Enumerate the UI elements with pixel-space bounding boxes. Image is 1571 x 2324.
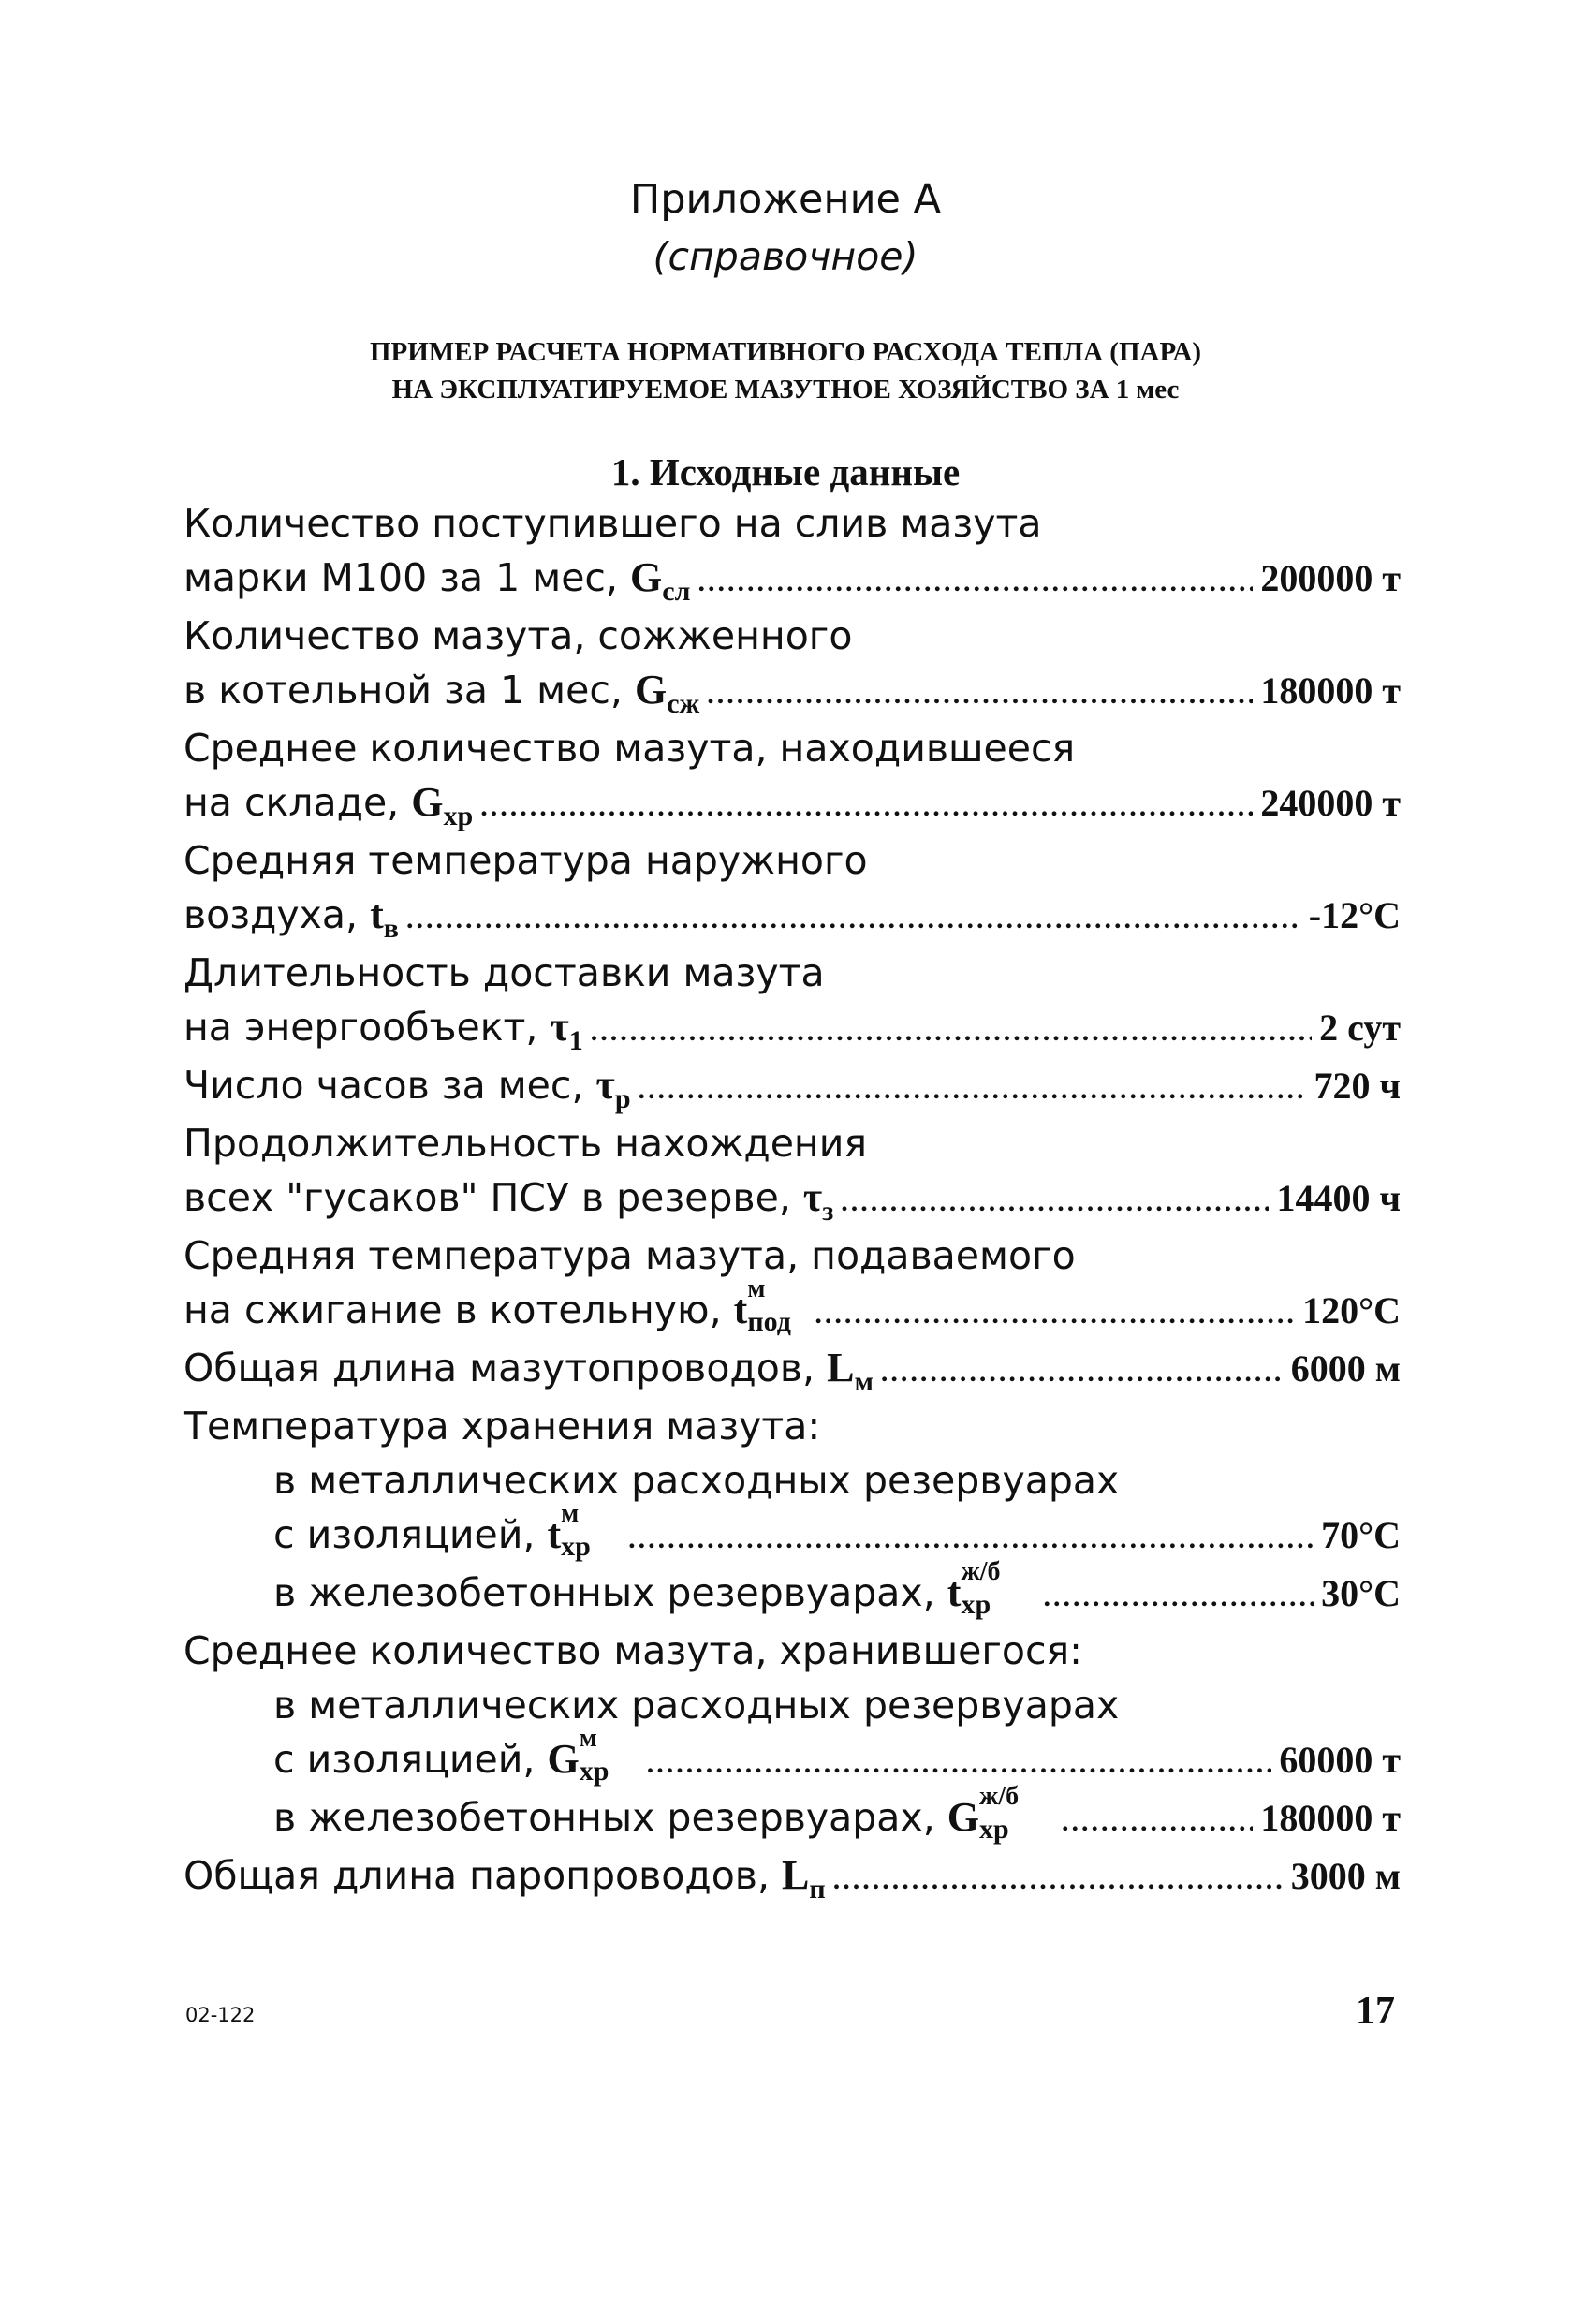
param-line [184, 1341, 1401, 1395]
param-storage-temperature [184, 1399, 1401, 1620]
leader-dots [647, 1737, 1272, 1791]
param-line [184, 609, 1401, 663]
param-value: 30°С [1321, 1572, 1401, 1614]
appendix-note: (справочное) [653, 234, 918, 279]
page-number: 17 [1356, 1990, 1395, 2033]
param-description: на энергообъект, [184, 1005, 538, 1050]
param-reserve-duration [184, 1116, 1401, 1225]
param-line [184, 1499, 1401, 1562]
param-description: в котельной за 1 мес, [184, 668, 623, 713]
param-value: -12°С [1308, 894, 1401, 936]
param-description: на сжигание в котельную, [184, 1287, 722, 1332]
param-symbol: $t_в$ [370, 891, 399, 944]
param-line [184, 1453, 1401, 1508]
param-description: с изоляцией, [273, 1512, 536, 1557]
param-line [184, 833, 1401, 888]
param-line [184, 1000, 1401, 1054]
param-line [184, 1274, 1401, 1337]
param-description: Средняя температура наружного [184, 838, 868, 883]
heading-line-1: ПРИМЕР РАСЧЕТА НОРМАТИВНОГО РАСХОДА ТЕПЛА (ПАРА) [369, 337, 1202, 367]
param-fuel-received [184, 496, 1401, 605]
param-description: Количество поступившего на слив мазута [184, 501, 1042, 546]
param-description: всех "гусаков" ПСУ в резерве, [184, 1175, 791, 1220]
param-line [184, 1557, 1401, 1620]
param-line [184, 1058, 1401, 1112]
param-stored-fuel-amount [184, 1624, 1401, 1845]
param-line [184, 721, 1401, 775]
param-value: 120°С [1302, 1289, 1401, 1331]
document-code: 02-122 [185, 2004, 256, 2026]
param-value: 720 ч [1314, 1065, 1401, 1107]
leader-dots [881, 1346, 1284, 1400]
param-description: в металлических расходных резервуарах [273, 1683, 1120, 1728]
param-value: 60000 т [1279, 1739, 1401, 1781]
param-description: Среднее количество мазута, находившееся [184, 726, 1076, 771]
param-description: Общая длина паропроводов, [184, 1853, 770, 1898]
appendix-title: Приложение А [629, 176, 942, 223]
param-symbol: $L_п$ [782, 1852, 826, 1905]
param-description: марки М100 за 1 мес, [184, 555, 618, 600]
param-value: 2 сут [1319, 1007, 1401, 1049]
param-symbol: $L_м$ [827, 1345, 874, 1397]
leader-dots [1043, 1570, 1314, 1625]
param-line [184, 1624, 1401, 1678]
param-symbol: t м хр [547, 1499, 591, 1562]
param-description: Число часов за мес, [184, 1063, 584, 1108]
param-fuel-burned [184, 609, 1401, 717]
leader-dots [639, 1063, 1307, 1117]
param-symbol: $\tau_з$ [802, 1174, 834, 1227]
param-description: Температура хранения мазута: [184, 1404, 821, 1449]
param-symbol: $G_{сл}$ [630, 554, 691, 607]
leader-dots [707, 668, 1253, 722]
param-description: в металлических расходных резервуарах [273, 1458, 1120, 1503]
leader-dots [1062, 1795, 1253, 1849]
param-description: воздуха, [184, 892, 359, 937]
param-description: Длительность доставки мазута [184, 950, 825, 995]
param-hours-per-month [184, 1058, 1401, 1112]
param-value: 240000 т [1260, 782, 1401, 824]
param-line [184, 1228, 1401, 1283]
param-symbol: t м под [733, 1274, 791, 1337]
param-fuel-stored-average [184, 721, 1401, 830]
param-description: Количество мазута, сожженного [184, 613, 853, 658]
param-description: в железобетонных резервуарах, [273, 1570, 935, 1615]
leader-dots [406, 892, 1301, 947]
param-symbol: G м хр [547, 1724, 609, 1787]
param-line [184, 946, 1401, 1000]
param-line [184, 1782, 1401, 1845]
param-description: на складе, [184, 780, 400, 825]
param-symbol: G ж/б хр [947, 1782, 1020, 1845]
param-line [184, 1678, 1401, 1732]
param-line [184, 1170, 1401, 1225]
param-description: Средняя температура мазута, подаваемого [184, 1233, 1076, 1278]
param-description: в железобетонных резервуарах, [273, 1795, 935, 1840]
param-value: 14400 ч [1276, 1177, 1401, 1219]
param-line [184, 1116, 1401, 1170]
param-value: 180000 т [1260, 1797, 1401, 1839]
leader-dots [480, 780, 1253, 834]
param-line [184, 496, 1401, 551]
param-outdoor-temperature [184, 833, 1401, 942]
param-line [184, 1848, 1401, 1903]
param-delivery-duration [184, 946, 1401, 1054]
source-data-list [184, 496, 1401, 1903]
param-symbol: $\tau_1$ [550, 1004, 583, 1056]
param-line [184, 1724, 1401, 1787]
param-value: 70°С [1321, 1514, 1401, 1556]
param-description: Продолжительность нахождения [184, 1121, 868, 1166]
param-description: Общая длина мазутопроводов, [184, 1346, 815, 1390]
param-symbol: $G_{сж}$ [634, 667, 700, 719]
leader-dots [841, 1175, 1269, 1229]
section-heading: 1. Исходные данные [610, 450, 961, 493]
param-symbol: t ж/б хр [947, 1557, 1001, 1620]
leader-dots [591, 1005, 1312, 1059]
param-symbol: $\tau_р$ [595, 1062, 631, 1114]
param-value: 180000 т [1260, 669, 1401, 712]
param-value: 200000 т [1260, 557, 1401, 599]
param-line [184, 888, 1401, 942]
leader-dots [815, 1287, 1295, 1342]
leader-dots [833, 1853, 1284, 1907]
param-description: Среднее количество мазута, хранившегося: [184, 1628, 1082, 1673]
leader-dots [697, 555, 1253, 610]
param-symbol: $G_{хр}$ [411, 779, 474, 831]
heading-line-2: НА ЭКСПЛУАТИРУЕМОЕ МАЗУТНОЕ ХОЗЯЙСТВО ЗА 1 мес [391, 375, 1180, 404]
param-line [184, 551, 1401, 605]
document-heading [0, 333, 1571, 408]
param-line [184, 775, 1401, 830]
param-value: 6000 м [1290, 1347, 1401, 1390]
param-description: с изоляцией, [273, 1737, 536, 1782]
param-supply-temperature [184, 1228, 1401, 1337]
param-steam-pipeline-length [184, 1848, 1401, 1903]
param-fuel-pipeline-length [184, 1341, 1401, 1395]
param-line [184, 1399, 1401, 1453]
param-line [184, 663, 1401, 717]
param-value: 3000 м [1290, 1855, 1401, 1897]
